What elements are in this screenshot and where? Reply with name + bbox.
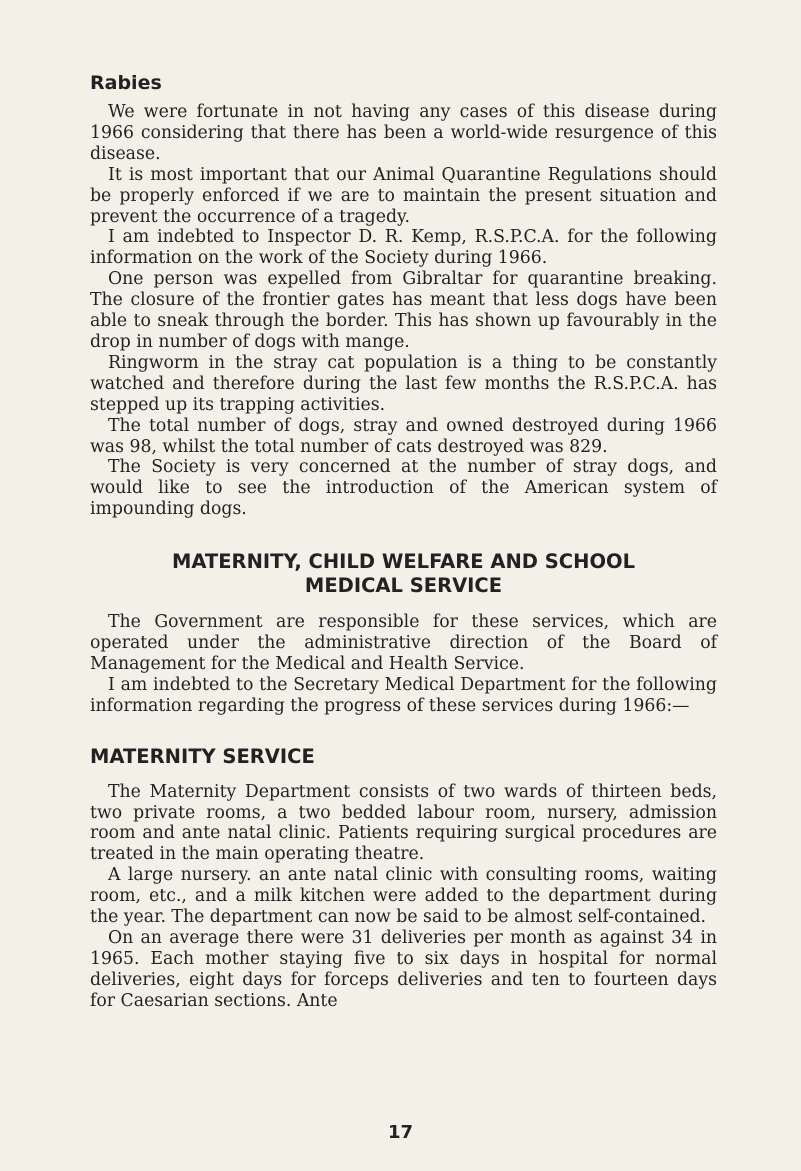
rabies-paragraph: I am indebted to Inspector D. R. Kemp, R.S.P.C.A. for the following information on the work of the Society during 1966. bbox=[90, 227, 717, 269]
rabies-paragraph: Ringworm in the stray cat population is a thing to be constantly watched and therefore during the last few months the R.S.P.C.A. has stepped up its trapping activities. bbox=[90, 352, 717, 415]
rabies-paragraph: One person was expelled from Gibraltar for quarantine breaking. The closure of the frontier gates has meant that less dogs have been able to sneak through the border. This has shown up favourably in the drop in number of dogs with mange. bbox=[90, 269, 717, 352]
maternity-paragraph: A large nursery. an ante natal clinic with consulting rooms, waiting room, etc., and a milk kitchen were added to the department during the year. The department can now be said to be almost self-contained. bbox=[90, 865, 717, 928]
section-paragraph: I am indebted to the Secretary Medical Department for the following information regarding the progress of these services during 1966:— bbox=[90, 674, 717, 716]
rabies-heading: Rabies bbox=[90, 72, 162, 94]
page-number: 17 bbox=[387, 1122, 414, 1143]
rabies-paragraph: The Society is very concerned at the number of stray dogs, and would like to see the introduction of the American system of impounding dogs. bbox=[90, 457, 717, 520]
rabies-paragraph: The total number of dogs, stray and owned destroyed during 1966 was 98, whilst the total number of cats destroyed was 829. bbox=[90, 415, 717, 457]
rabies-paragraph: It is most important that our Animal Quarantine Regulations should be properly enforced if we are to maintain the present situation and prevent the occurrence of a tragedy. bbox=[90, 164, 717, 227]
rabies-paragraph: We were fortunate in not having any cases of this disease during 1966 considering that there has been a world-wide resurgence of this disease. bbox=[90, 102, 717, 164]
maternity-child-welfare-heading bbox=[90, 550, 717, 598]
section-paragraph: The Government are responsible for these services, which are operated under the administrative direction of the Board of Management for the Medical and Health Service. bbox=[90, 612, 717, 674]
section-heading-line: MEDICAL SERVICE bbox=[304, 574, 503, 598]
section-heading-line: MATERNITY, CHILD WELFARE AND SCHOOL bbox=[171, 550, 636, 574]
maternity-paragraph: On an average there were 31 deliveries per month as against 34 in 1965. Each mother staying five to six days in hospital for normal deliveries, eight days for forceps deliveries and ten to fourteen days for Caesarian sections. Ante bbox=[90, 928, 717, 1011]
maternity-service-heading: MATERNITY SERVICE bbox=[90, 744, 315, 768]
maternity-paragraph: The Maternity Department consists of two wards of thirteen beds, two private rooms, a two bedded labour room, nursery, admission room and ante natal clinic. Patients requiring surgical procedures are treated in the main operating theatre. bbox=[90, 781, 717, 865]
